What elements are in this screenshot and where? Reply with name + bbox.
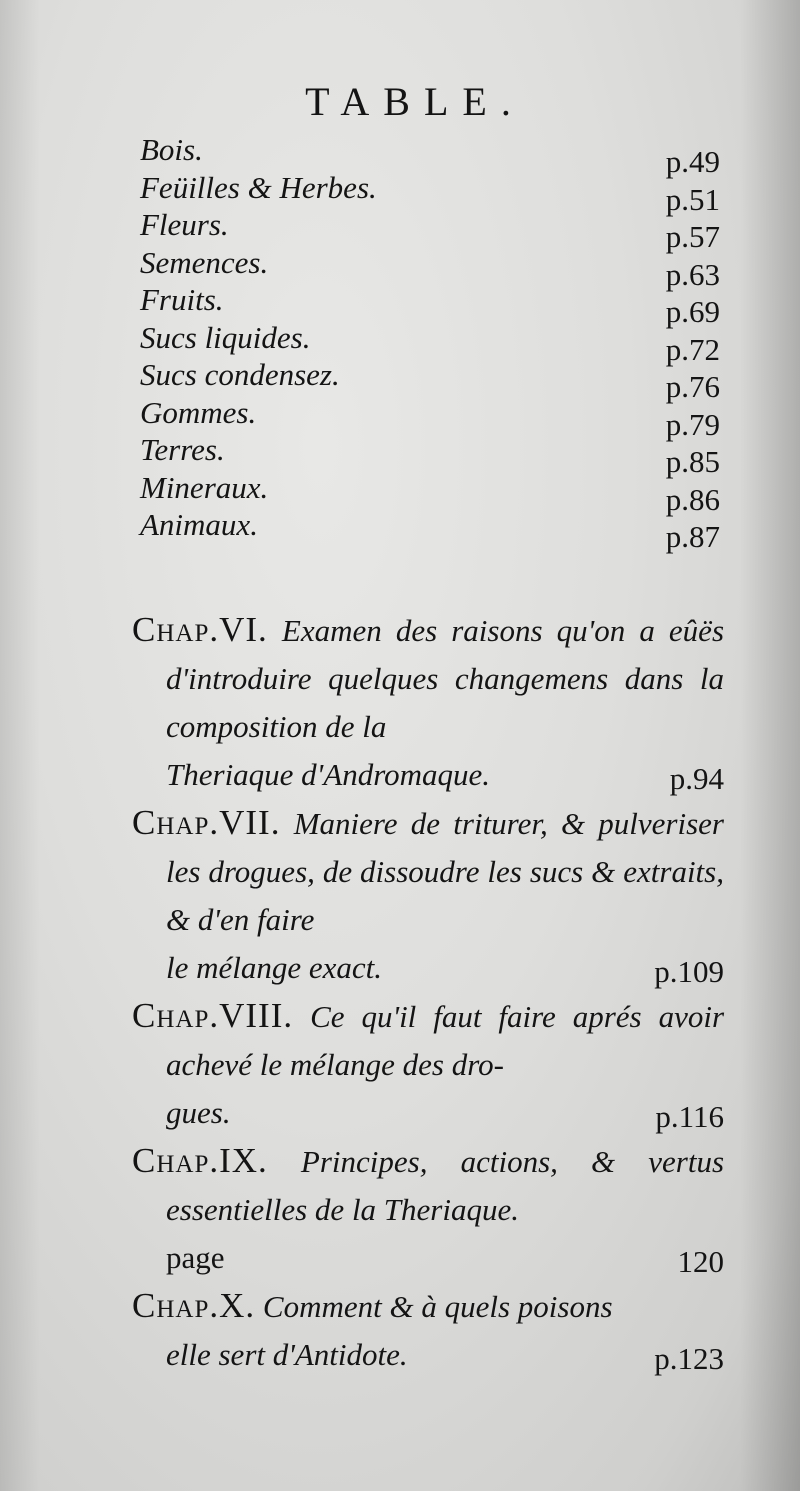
chapter-title: Comment & à quels poisons (262, 1289, 613, 1324)
chapter-number: Chap.VI. (132, 610, 268, 649)
chapter-title-end: page (166, 1240, 225, 1275)
entry-page: p.63 (665, 256, 720, 292)
entry-page: p.72 (665, 331, 720, 367)
entry-page: p.57 (665, 219, 720, 254)
chapter-page: p.123 (654, 1341, 724, 1376)
entry-page: p.69 (665, 294, 720, 329)
entry-label: Sucs condensez. (140, 357, 340, 392)
index-entry (140, 132, 720, 179)
chapter-title: Principes, actions, & vertus essentielles de la Theriaque. (166, 1144, 725, 1227)
entry-label: Fleurs. (140, 207, 229, 242)
entry-page: p.85 (665, 444, 720, 479)
entry-page: p.51 (665, 181, 720, 217)
chapter-number: Chap.VIII. (132, 996, 294, 1035)
index-entries (140, 132, 720, 554)
index-entry (140, 469, 720, 517)
chapter-entries (132, 606, 724, 1379)
entry-label: Feüilles & Herbes. (140, 169, 377, 205)
chapter-page: p.94 (669, 761, 724, 796)
entry-label: Mineraux. (140, 469, 269, 505)
index-entry (140, 282, 720, 329)
entry-page: p.49 (665, 144, 720, 179)
index-entry (140, 507, 720, 554)
page-shadow-right (740, 0, 800, 1491)
entry-label: Gommes. (140, 394, 257, 430)
entry-page: p.86 (665, 481, 720, 517)
chapter-number: Chap.X. (132, 1286, 256, 1325)
chapter-number: Chap.VII. (132, 803, 281, 842)
chapter-entry (132, 606, 724, 799)
entry-label: Animaux. (140, 507, 258, 542)
chapter-number: Chap.IX. (132, 1141, 268, 1180)
entry-label: Bois. (140, 132, 203, 167)
chapter-entry (132, 1137, 724, 1282)
chapter-title-end: Theriaque d'Andromaque. (166, 757, 491, 792)
entry-label: Sucs liquides. (140, 319, 311, 355)
index-entry (140, 207, 720, 254)
chapter-title-end: le mélange exact. (166, 950, 383, 985)
index-entry (140, 357, 720, 404)
entry-page: p.87 (665, 519, 720, 554)
entry-label: Fruits. (140, 282, 224, 317)
index-entry (140, 394, 720, 442)
page-shadow-left (0, 0, 40, 1491)
index-entry (140, 319, 720, 367)
entry-label: Semences. (140, 244, 269, 280)
chapter-page: 120 (677, 1244, 724, 1279)
chapter-title: Ce qu'il faut faire aprés avoir achevé le mélange des dro- (166, 999, 725, 1082)
chapter-entry (132, 799, 724, 992)
chapter-title: Examen des raisons qu'on a eûës d'introduire quelques changemens dans la composition de la (166, 613, 725, 744)
chapter-page: p.116 (655, 1099, 724, 1134)
chapter-title-end: elle sert d'Antidote. (166, 1337, 408, 1372)
index-entry (140, 169, 720, 217)
entry-page: p.79 (665, 406, 720, 442)
index-entry (140, 432, 720, 479)
chapter-title: Maniere de triturer, & pulveriser les drogues, de dissoudre les sucs & extraits, & d'en faire (166, 806, 725, 937)
chapter-page: p.109 (654, 954, 724, 989)
entry-label: Terres. (140, 432, 225, 467)
index-entry (140, 244, 720, 292)
entry-page: p.76 (665, 369, 720, 404)
page-title: TABLE. (305, 79, 525, 124)
chapter-entry (132, 992, 724, 1137)
chapter-entry (132, 1282, 724, 1379)
chapter-title-end: gues. (166, 1095, 231, 1130)
